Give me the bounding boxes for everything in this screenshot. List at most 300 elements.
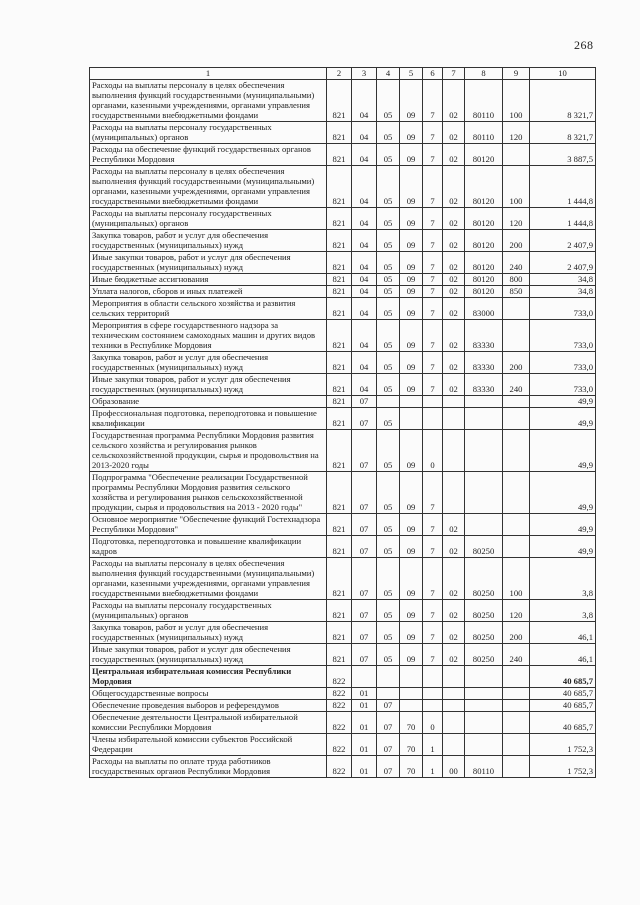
code-cell bbox=[503, 756, 530, 778]
amount-cell: 1 444,8 bbox=[530, 208, 596, 230]
code-cell: 822 bbox=[327, 688, 352, 700]
row-name-cell: Мероприятия в сфере государственного надзора за техническим состоянием самоходных машин и других видов техники в Республике Мордовия bbox=[90, 320, 327, 352]
code-cell: 850 bbox=[503, 286, 530, 298]
code-cell bbox=[465, 430, 503, 472]
code-cell: 821 bbox=[327, 408, 352, 430]
header-cell: 10 bbox=[530, 68, 596, 80]
code-cell: 02 bbox=[443, 644, 465, 666]
code-cell: 821 bbox=[327, 144, 352, 166]
code-cell: 70 bbox=[400, 734, 423, 756]
code-cell: 80110 bbox=[465, 80, 503, 122]
code-cell: 02 bbox=[443, 600, 465, 622]
code-cell: 07 bbox=[377, 734, 400, 756]
row-name-cell: Профессиональная подготовка, переподготовка и повышение квалификации bbox=[90, 408, 327, 430]
code-cell: 04 bbox=[352, 352, 377, 374]
amount-cell: 49,9 bbox=[530, 396, 596, 408]
row-name-cell: Общегосударственные вопросы bbox=[90, 688, 327, 700]
code-cell: 07 bbox=[352, 396, 377, 408]
code-cell bbox=[503, 712, 530, 734]
row-name-cell: Расходы на выплаты персоналу государственных (муниципальных) органов bbox=[90, 208, 327, 230]
code-cell: 09 bbox=[400, 600, 423, 622]
code-cell bbox=[503, 408, 530, 430]
code-cell: 07 bbox=[377, 700, 400, 712]
code-cell: 01 bbox=[352, 712, 377, 734]
code-cell bbox=[377, 396, 400, 408]
code-cell: 80120 bbox=[465, 286, 503, 298]
table-row bbox=[90, 666, 596, 688]
code-cell: 05 bbox=[377, 274, 400, 286]
code-cell: 07 bbox=[352, 644, 377, 666]
code-cell: 0 bbox=[423, 712, 443, 734]
code-cell: 09 bbox=[400, 298, 423, 320]
row-name-cell: Мероприятия в области сельского хозяйства и развития сельских территорий bbox=[90, 298, 327, 320]
code-cell: 7 bbox=[423, 298, 443, 320]
table-row bbox=[90, 712, 596, 734]
code-cell: 80250 bbox=[465, 622, 503, 644]
code-cell: 02 bbox=[443, 80, 465, 122]
code-cell: 80120 bbox=[465, 274, 503, 286]
code-cell: 821 bbox=[327, 558, 352, 600]
code-cell: 02 bbox=[443, 352, 465, 374]
table-row bbox=[90, 700, 596, 712]
code-cell: 09 bbox=[400, 252, 423, 274]
amount-cell: 46,1 bbox=[530, 622, 596, 644]
code-cell: 05 bbox=[377, 622, 400, 644]
header-cell: 2 bbox=[327, 68, 352, 80]
code-cell: 240 bbox=[503, 252, 530, 274]
row-name-cell: Иные закупки товаров, работ и услуг для обеспечения государственных (муниципальных) нужд bbox=[90, 644, 327, 666]
table-row bbox=[90, 166, 596, 208]
table-row bbox=[90, 430, 596, 472]
code-cell: 02 bbox=[443, 286, 465, 298]
row-name-cell: Расходы на обеспечение функций государственных органов Республики Мордовия bbox=[90, 144, 327, 166]
row-name-cell: Закупка товаров, работ и услуг для обеспечения государственных (муниципальных) нужд bbox=[90, 622, 327, 644]
code-cell bbox=[503, 700, 530, 712]
code-cell: 05 bbox=[377, 644, 400, 666]
code-cell: 80120 bbox=[465, 252, 503, 274]
code-cell: 09 bbox=[400, 430, 423, 472]
code-cell: 80120 bbox=[465, 166, 503, 208]
code-cell: 09 bbox=[400, 166, 423, 208]
table-row bbox=[90, 472, 596, 514]
code-cell bbox=[400, 688, 423, 700]
code-cell: 02 bbox=[443, 374, 465, 396]
code-cell: 7 bbox=[423, 122, 443, 144]
code-cell: 04 bbox=[352, 252, 377, 274]
table-row bbox=[90, 688, 596, 700]
row-name-cell: Закупка товаров, работ и услуг для обеспечения государственных (муниципальных) нужд bbox=[90, 352, 327, 374]
amount-cell: 3,8 bbox=[530, 558, 596, 600]
code-cell: 7 bbox=[423, 644, 443, 666]
code-cell: 04 bbox=[352, 230, 377, 252]
code-cell: 80120 bbox=[465, 208, 503, 230]
code-cell: 07 bbox=[352, 408, 377, 430]
code-cell bbox=[377, 666, 400, 688]
code-cell: 200 bbox=[503, 230, 530, 252]
code-cell: 05 bbox=[377, 352, 400, 374]
code-cell: 05 bbox=[377, 286, 400, 298]
code-cell: 05 bbox=[377, 298, 400, 320]
code-cell: 05 bbox=[377, 558, 400, 600]
code-cell: 00 bbox=[443, 756, 465, 778]
table-row bbox=[90, 558, 596, 600]
code-cell bbox=[465, 472, 503, 514]
code-cell: 1 bbox=[423, 756, 443, 778]
code-cell: 05 bbox=[377, 536, 400, 558]
code-cell: 05 bbox=[377, 166, 400, 208]
code-cell: 07 bbox=[352, 472, 377, 514]
table-row bbox=[90, 644, 596, 666]
code-cell: 80250 bbox=[465, 644, 503, 666]
code-cell: 822 bbox=[327, 700, 352, 712]
table-row bbox=[90, 734, 596, 756]
amount-cell: 733,0 bbox=[530, 298, 596, 320]
amount-cell: 34,8 bbox=[530, 274, 596, 286]
row-name-cell: Подготовка, переподготовка и повышение квалификации кадров bbox=[90, 536, 327, 558]
code-cell bbox=[423, 396, 443, 408]
amount-cell: 2 407,9 bbox=[530, 252, 596, 274]
code-cell: 05 bbox=[377, 408, 400, 430]
header-cell: 5 bbox=[400, 68, 423, 80]
code-cell bbox=[503, 536, 530, 558]
row-name-cell: Подпрограмма "Обеспечение реализации Государственной программы Республики Мордовия развития сельского хозяйства и регулирования рынков сельскохозяйственной продукции, сырья и продовольствия на 2013 - 2020 годы" bbox=[90, 472, 327, 514]
code-cell: 09 bbox=[400, 144, 423, 166]
table-row bbox=[90, 374, 596, 396]
code-cell: 09 bbox=[400, 286, 423, 298]
code-cell: 822 bbox=[327, 734, 352, 756]
table-body bbox=[90, 80, 596, 778]
table-row bbox=[90, 622, 596, 644]
code-cell: 821 bbox=[327, 536, 352, 558]
amount-cell: 40 685,7 bbox=[530, 688, 596, 700]
code-cell: 7 bbox=[423, 600, 443, 622]
code-cell bbox=[423, 408, 443, 430]
code-cell bbox=[352, 666, 377, 688]
table-row bbox=[90, 600, 596, 622]
code-cell: 70 bbox=[400, 712, 423, 734]
code-cell: 7 bbox=[423, 230, 443, 252]
code-cell: 07 bbox=[352, 514, 377, 536]
code-cell bbox=[503, 298, 530, 320]
code-cell bbox=[465, 408, 503, 430]
code-cell: 05 bbox=[377, 430, 400, 472]
code-cell: 01 bbox=[352, 700, 377, 712]
code-cell bbox=[443, 688, 465, 700]
code-cell: 01 bbox=[352, 688, 377, 700]
code-cell: 821 bbox=[327, 286, 352, 298]
code-cell: 07 bbox=[352, 558, 377, 600]
amount-cell: 49,9 bbox=[530, 408, 596, 430]
code-cell: 07 bbox=[352, 430, 377, 472]
code-cell: 7 bbox=[423, 352, 443, 374]
code-cell: 821 bbox=[327, 252, 352, 274]
code-cell: 09 bbox=[400, 536, 423, 558]
code-cell: 02 bbox=[443, 230, 465, 252]
amount-cell: 1 444,8 bbox=[530, 166, 596, 208]
header-cell: 4 bbox=[377, 68, 400, 80]
code-cell bbox=[400, 396, 423, 408]
amount-cell: 49,9 bbox=[530, 536, 596, 558]
code-cell: 240 bbox=[503, 374, 530, 396]
code-cell: 05 bbox=[377, 80, 400, 122]
row-name-cell: Основное мероприятие "Обеспечение функций Гостехнадзора Республики Мордовия" bbox=[90, 514, 327, 536]
code-cell: 7 bbox=[423, 166, 443, 208]
code-cell: 02 bbox=[443, 252, 465, 274]
code-cell: 80110 bbox=[465, 122, 503, 144]
code-cell bbox=[423, 688, 443, 700]
code-cell bbox=[400, 408, 423, 430]
code-cell bbox=[443, 430, 465, 472]
code-cell: 83330 bbox=[465, 374, 503, 396]
code-cell: 04 bbox=[352, 122, 377, 144]
code-cell: 100 bbox=[503, 558, 530, 600]
code-cell: 821 bbox=[327, 644, 352, 666]
row-name-cell: Расходы на выплаты персоналу государственных (муниципальных) органов bbox=[90, 600, 327, 622]
header-cell: 7 bbox=[443, 68, 465, 80]
code-cell: 821 bbox=[327, 514, 352, 536]
code-cell: 7 bbox=[423, 558, 443, 600]
code-cell: 07 bbox=[352, 536, 377, 558]
amount-cell: 49,9 bbox=[530, 430, 596, 472]
code-cell bbox=[443, 700, 465, 712]
table-row bbox=[90, 286, 596, 298]
code-cell: 02 bbox=[443, 320, 465, 352]
code-cell: 7 bbox=[423, 274, 443, 286]
code-cell bbox=[465, 734, 503, 756]
amount-cell: 733,0 bbox=[530, 320, 596, 352]
code-cell: 05 bbox=[377, 374, 400, 396]
code-cell: 07 bbox=[352, 600, 377, 622]
code-cell: 09 bbox=[400, 122, 423, 144]
header-cell: 6 bbox=[423, 68, 443, 80]
code-cell: 02 bbox=[443, 166, 465, 208]
code-cell bbox=[443, 408, 465, 430]
code-cell: 04 bbox=[352, 320, 377, 352]
code-cell: 02 bbox=[443, 208, 465, 230]
code-cell: 02 bbox=[443, 122, 465, 144]
code-cell: 09 bbox=[400, 80, 423, 122]
code-cell bbox=[503, 472, 530, 514]
code-cell: 83000 bbox=[465, 298, 503, 320]
code-cell: 04 bbox=[352, 374, 377, 396]
row-name-cell: Расходы на выплаты персоналу в целях обеспечения выполнения функций государственными (муниципальными) органами, казенными учреждениями, органами управления государственными внебюджетными фондами bbox=[90, 80, 327, 122]
code-cell bbox=[423, 666, 443, 688]
code-cell: 05 bbox=[377, 230, 400, 252]
amount-cell: 34,8 bbox=[530, 286, 596, 298]
table-row bbox=[90, 122, 596, 144]
code-cell: 7 bbox=[423, 286, 443, 298]
code-cell: 821 bbox=[327, 600, 352, 622]
code-cell bbox=[400, 700, 423, 712]
code-cell: 7 bbox=[423, 252, 443, 274]
code-cell: 04 bbox=[352, 274, 377, 286]
row-name-cell: Иные закупки товаров, работ и услуг для обеспечения государственных (муниципальных) нужд bbox=[90, 374, 327, 396]
code-cell: 09 bbox=[400, 230, 423, 252]
code-cell: 120 bbox=[503, 208, 530, 230]
code-cell: 7 bbox=[423, 320, 443, 352]
row-name-cell: Обеспечение проведения выборов и референдумов bbox=[90, 700, 327, 712]
code-cell: 04 bbox=[352, 80, 377, 122]
code-cell: 09 bbox=[400, 274, 423, 286]
code-cell bbox=[503, 320, 530, 352]
code-cell bbox=[443, 396, 465, 408]
code-cell: 822 bbox=[327, 712, 352, 734]
code-cell: 09 bbox=[400, 558, 423, 600]
code-cell: 80250 bbox=[465, 600, 503, 622]
code-cell: 80120 bbox=[465, 144, 503, 166]
code-cell: 83330 bbox=[465, 320, 503, 352]
header-cell: 8 bbox=[465, 68, 503, 80]
row-name-cell: Государственная программа Республики Мордовия развития сельского хозяйства и регулирования рынков сельскохозяйственной продукции, сырья и продовольствия на 2013-2020 годы bbox=[90, 430, 327, 472]
code-cell: 09 bbox=[400, 644, 423, 666]
code-cell: 821 bbox=[327, 352, 352, 374]
code-cell bbox=[465, 514, 503, 536]
code-cell: 05 bbox=[377, 122, 400, 144]
row-name-cell: Иные закупки товаров, работ и услуг для обеспечения государственных (муниципальных) нужд bbox=[90, 252, 327, 274]
code-cell: 80250 bbox=[465, 536, 503, 558]
code-cell: 7 bbox=[423, 472, 443, 514]
header-row bbox=[90, 68, 596, 80]
code-cell: 821 bbox=[327, 320, 352, 352]
table-row bbox=[90, 274, 596, 286]
amount-cell: 8 321,7 bbox=[530, 122, 596, 144]
code-cell bbox=[443, 734, 465, 756]
code-cell: 05 bbox=[377, 600, 400, 622]
page-number: 268 bbox=[574, 38, 594, 52]
code-cell: 7 bbox=[423, 514, 443, 536]
header-cell: 9 bbox=[503, 68, 530, 80]
code-cell: 07 bbox=[377, 712, 400, 734]
code-cell: 821 bbox=[327, 472, 352, 514]
code-cell: 09 bbox=[400, 472, 423, 514]
code-cell: 02 bbox=[443, 536, 465, 558]
row-name-cell: Обеспечение деятельности Центральной избирательной комиссии Республики Мордовия bbox=[90, 712, 327, 734]
code-cell: 09 bbox=[400, 622, 423, 644]
code-cell: 83330 bbox=[465, 352, 503, 374]
code-cell: 80250 bbox=[465, 558, 503, 600]
row-name-cell: Иные бюджетные ассигнования bbox=[90, 274, 327, 286]
code-cell: 821 bbox=[327, 622, 352, 644]
code-cell bbox=[503, 430, 530, 472]
code-cell: 7 bbox=[423, 374, 443, 396]
amount-cell: 1 752,3 bbox=[530, 756, 596, 778]
code-cell: 100 bbox=[503, 80, 530, 122]
header-cell: 1 bbox=[90, 68, 327, 80]
code-cell: 120 bbox=[503, 600, 530, 622]
budget-table bbox=[89, 67, 596, 778]
table-row bbox=[90, 252, 596, 274]
code-cell: 7 bbox=[423, 622, 443, 644]
code-cell: 05 bbox=[377, 252, 400, 274]
amount-cell: 49,9 bbox=[530, 472, 596, 514]
code-cell: 05 bbox=[377, 320, 400, 352]
code-cell bbox=[443, 712, 465, 734]
code-cell: 05 bbox=[377, 144, 400, 166]
code-cell: 821 bbox=[327, 298, 352, 320]
row-name-cell: Закупка товаров, работ и услуг для обеспечения государственных (муниципальных) нужд bbox=[90, 230, 327, 252]
code-cell: 05 bbox=[377, 472, 400, 514]
code-cell: 07 bbox=[352, 622, 377, 644]
code-cell: 09 bbox=[400, 320, 423, 352]
code-cell: 821 bbox=[327, 230, 352, 252]
row-name-cell: Образование bbox=[90, 396, 327, 408]
code-cell: 02 bbox=[443, 298, 465, 320]
code-cell: 821 bbox=[327, 122, 352, 144]
code-cell bbox=[465, 666, 503, 688]
amount-cell: 40 685,7 bbox=[530, 666, 596, 688]
table-row bbox=[90, 396, 596, 408]
row-name-cell: Члены избирательной комиссии субъектов Российской Федерации bbox=[90, 734, 327, 756]
table-row bbox=[90, 756, 596, 778]
table-row bbox=[90, 144, 596, 166]
code-cell bbox=[465, 712, 503, 734]
code-cell: 09 bbox=[400, 514, 423, 536]
code-cell: 02 bbox=[443, 622, 465, 644]
code-cell: 04 bbox=[352, 144, 377, 166]
code-cell: 09 bbox=[400, 208, 423, 230]
code-cell: 04 bbox=[352, 166, 377, 208]
table-row bbox=[90, 230, 596, 252]
amount-cell: 40 685,7 bbox=[530, 700, 596, 712]
code-cell: 821 bbox=[327, 80, 352, 122]
code-cell: 07 bbox=[377, 756, 400, 778]
code-cell: 200 bbox=[503, 622, 530, 644]
amount-cell: 8 321,7 bbox=[530, 80, 596, 122]
code-cell bbox=[423, 700, 443, 712]
table-row bbox=[90, 320, 596, 352]
code-cell: 821 bbox=[327, 166, 352, 208]
code-cell: 02 bbox=[443, 144, 465, 166]
amount-cell: 3,8 bbox=[530, 600, 596, 622]
code-cell: 02 bbox=[443, 558, 465, 600]
code-cell: 822 bbox=[327, 666, 352, 688]
code-cell: 05 bbox=[377, 514, 400, 536]
amount-cell: 40 685,7 bbox=[530, 712, 596, 734]
amount-cell: 3 887,5 bbox=[530, 144, 596, 166]
code-cell: 80110 bbox=[465, 756, 503, 778]
code-cell bbox=[503, 396, 530, 408]
code-cell: 7 bbox=[423, 144, 443, 166]
code-cell: 80120 bbox=[465, 230, 503, 252]
code-cell: 7 bbox=[423, 208, 443, 230]
code-cell: 02 bbox=[443, 514, 465, 536]
row-name-cell: Расходы на выплаты персоналу в целях обеспечения выполнения функций государственными (муниципальными) органами, казенными учреждениями, органами управления государственными внебюджетными фондами bbox=[90, 166, 327, 208]
row-name-cell: Уплата налогов, сборов и иных платежей bbox=[90, 286, 327, 298]
code-cell bbox=[443, 666, 465, 688]
code-cell bbox=[503, 688, 530, 700]
code-cell: 120 bbox=[503, 122, 530, 144]
code-cell: 05 bbox=[377, 208, 400, 230]
code-cell bbox=[400, 666, 423, 688]
code-cell: 821 bbox=[327, 208, 352, 230]
code-cell: 04 bbox=[352, 286, 377, 298]
code-cell bbox=[503, 734, 530, 756]
amount-cell: 1 752,3 bbox=[530, 734, 596, 756]
code-cell: 7 bbox=[423, 80, 443, 122]
code-cell bbox=[377, 688, 400, 700]
code-cell: 821 bbox=[327, 374, 352, 396]
code-cell: 200 bbox=[503, 352, 530, 374]
code-cell bbox=[465, 688, 503, 700]
code-cell: 821 bbox=[327, 396, 352, 408]
table-row bbox=[90, 408, 596, 430]
code-cell: 70 bbox=[400, 756, 423, 778]
code-cell bbox=[503, 144, 530, 166]
code-cell: 1 bbox=[423, 734, 443, 756]
code-cell bbox=[465, 396, 503, 408]
row-name-cell: Расходы на выплаты персоналу в целях обеспечения выполнения функций государственными (муниципальными) органами, казенными учреждениями, органами управления государственными внебюджетными фондами bbox=[90, 558, 327, 600]
code-cell: 01 bbox=[352, 734, 377, 756]
